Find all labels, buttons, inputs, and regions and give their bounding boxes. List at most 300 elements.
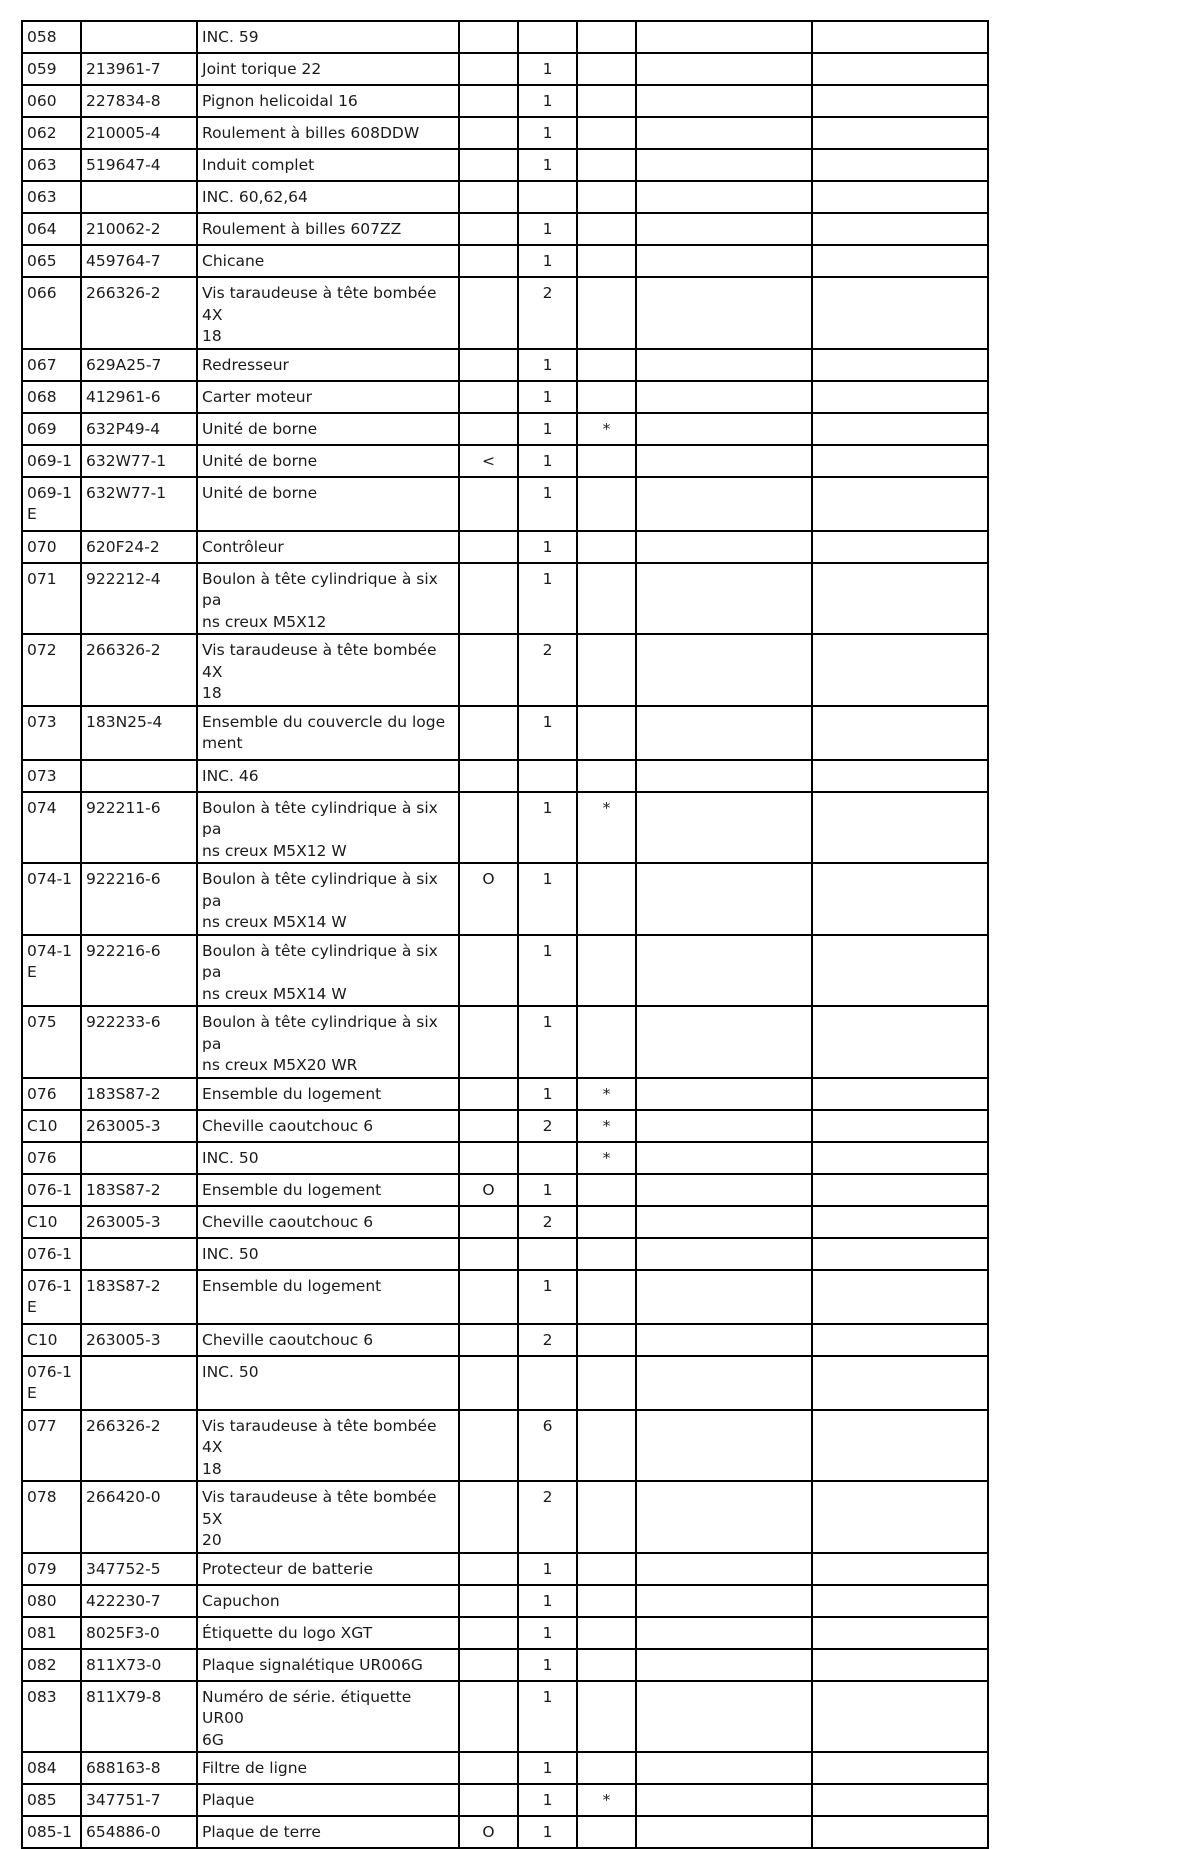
- cell-note: [459, 213, 518, 245]
- cell-part-number: [81, 1238, 197, 1270]
- cell-ref-number: 064: [22, 213, 81, 245]
- cell-ref-number: 074-1 E: [22, 935, 81, 1007]
- cell-description: Contrôleur: [197, 531, 459, 563]
- cell-empty: [636, 1752, 812, 1784]
- cell-note: [459, 1356, 518, 1410]
- cell-part-number: 620F24-2: [81, 531, 197, 563]
- cell-note: O: [459, 1816, 518, 1848]
- cell-description: Cheville caoutchouc 6: [197, 1206, 459, 1238]
- cell-mark: [577, 1238, 636, 1270]
- cell-description: Unité de borne: [197, 445, 459, 477]
- cell-ref-number: 074: [22, 792, 81, 864]
- cell-quantity: [518, 181, 577, 213]
- cell-note: [459, 760, 518, 792]
- cell-empty: [812, 213, 988, 245]
- cell-description: Pignon helicoidal 16: [197, 85, 459, 117]
- cell-mark: [577, 706, 636, 760]
- cell-mark: *: [577, 413, 636, 445]
- cell-empty: [636, 1681, 812, 1753]
- cell-empty: [812, 1142, 988, 1174]
- cell-description: INC. 60,62,64: [197, 181, 459, 213]
- cell-ref-number: 076: [22, 1142, 81, 1174]
- cell-mark: [577, 21, 636, 53]
- table-row: [22, 213, 988, 245]
- cell-empty: [812, 85, 988, 117]
- cell-mark: [577, 1006, 636, 1078]
- cell-ref-number: 059: [22, 53, 81, 85]
- cell-quantity: 1: [518, 1816, 577, 1848]
- cell-description: Chicane: [197, 245, 459, 277]
- cell-quantity: 1: [518, 117, 577, 149]
- cell-empty: [636, 477, 812, 531]
- cell-mark: *: [577, 792, 636, 864]
- cell-ref-number: 065: [22, 245, 81, 277]
- cell-empty: [636, 85, 812, 117]
- cell-note: [459, 792, 518, 864]
- table-row: [22, 53, 988, 85]
- cell-part-number: 210005-4: [81, 117, 197, 149]
- cell-empty: [812, 117, 988, 149]
- table-row: [22, 1356, 988, 1410]
- cell-note: [459, 1270, 518, 1324]
- cell-ref-number: 058: [22, 21, 81, 53]
- cell-note: [459, 634, 518, 706]
- cell-empty: [636, 1553, 812, 1585]
- table-row: [22, 706, 988, 760]
- cell-note: [459, 85, 518, 117]
- cell-quantity: 1: [518, 1617, 577, 1649]
- cell-mark: [577, 1681, 636, 1753]
- cell-description: Boulon à tête cylindrique à six pa ns creux M5X12: [197, 563, 459, 635]
- cell-quantity: 2: [518, 277, 577, 349]
- cell-description: Ensemble du couvercle du loge ment: [197, 706, 459, 760]
- cell-empty: [812, 1617, 988, 1649]
- cell-ref-number: 076-1 E: [22, 1356, 81, 1410]
- cell-empty: [812, 149, 988, 181]
- cell-part-number: [81, 1142, 197, 1174]
- cell-ref-number: 074-1: [22, 863, 81, 935]
- cell-quantity: 1: [518, 349, 577, 381]
- cell-mark: [577, 1410, 636, 1482]
- cell-empty: [812, 563, 988, 635]
- cell-quantity: 1: [518, 381, 577, 413]
- cell-part-number: 347751-7: [81, 1784, 197, 1816]
- cell-description: Plaque de terre: [197, 1816, 459, 1848]
- cell-part-number: 632W77-1: [81, 445, 197, 477]
- cell-empty: [636, 1784, 812, 1816]
- cell-note: [459, 1681, 518, 1753]
- cell-empty: [636, 21, 812, 53]
- cell-ref-number: 076: [22, 1078, 81, 1110]
- cell-mark: *: [577, 1142, 636, 1174]
- cell-note: [459, 1238, 518, 1270]
- cell-empty: [812, 792, 988, 864]
- cell-mark: [577, 149, 636, 181]
- cell-part-number: 519647-4: [81, 149, 197, 181]
- cell-description: Filtre de ligne: [197, 1752, 459, 1784]
- cell-mark: [577, 1174, 636, 1206]
- cell-empty: [812, 349, 988, 381]
- cell-empty: [812, 1752, 988, 1784]
- cell-empty: [636, 1006, 812, 1078]
- table-row: [22, 1410, 988, 1482]
- cell-description: Vis taraudeuse à tête bombée 5X 20: [197, 1481, 459, 1553]
- cell-ref-number: 084: [22, 1752, 81, 1784]
- cell-ref-number: 073: [22, 706, 81, 760]
- cell-empty: [636, 445, 812, 477]
- table-row: [22, 1784, 988, 1816]
- cell-description: INC. 50: [197, 1142, 459, 1174]
- cell-quantity: 1: [518, 706, 577, 760]
- cell-quantity: 6: [518, 1410, 577, 1482]
- table-row: [22, 477, 988, 531]
- cell-empty: [636, 413, 812, 445]
- cell-ref-number: 081: [22, 1617, 81, 1649]
- cell-empty: [812, 760, 988, 792]
- cell-ref-number: 072: [22, 634, 81, 706]
- cell-mark: [577, 563, 636, 635]
- cell-empty: [812, 634, 988, 706]
- table-row: [22, 1206, 988, 1238]
- cell-mark: *: [577, 1110, 636, 1142]
- cell-empty: [812, 1356, 988, 1410]
- cell-quantity: 1: [518, 935, 577, 1007]
- cell-mark: [577, 531, 636, 563]
- cell-ref-number: 079: [22, 1553, 81, 1585]
- table-row: [22, 1816, 988, 1848]
- cell-ref-number: 073: [22, 760, 81, 792]
- table-row: [22, 760, 988, 792]
- cell-mark: [577, 445, 636, 477]
- table-row: [22, 1617, 988, 1649]
- cell-ref-number: 069-1 E: [22, 477, 81, 531]
- cell-mark: [577, 181, 636, 213]
- cell-empty: [812, 1481, 988, 1553]
- cell-quantity: [518, 1142, 577, 1174]
- cell-empty: [812, 1553, 988, 1585]
- cell-description: Capuchon: [197, 1585, 459, 1617]
- cell-empty: [636, 245, 812, 277]
- cell-quantity: 1: [518, 149, 577, 181]
- cell-note: <: [459, 445, 518, 477]
- cell-empty: [636, 760, 812, 792]
- cell-empty: [812, 1324, 988, 1356]
- cell-part-number: 183S87-2: [81, 1174, 197, 1206]
- table-row: [22, 1110, 988, 1142]
- cell-note: [459, 935, 518, 1007]
- cell-note: [459, 381, 518, 413]
- cell-part-number: 266326-2: [81, 634, 197, 706]
- cell-description: INC. 59: [197, 21, 459, 53]
- cell-empty: [812, 1174, 988, 1206]
- cell-empty: [812, 477, 988, 531]
- cell-part-number: 213961-7: [81, 53, 197, 85]
- cell-empty: [812, 531, 988, 563]
- cell-mark: [577, 1324, 636, 1356]
- table-row: [22, 245, 988, 277]
- cell-mark: [577, 1617, 636, 1649]
- cell-empty: [636, 1617, 812, 1649]
- cell-quantity: 1: [518, 1784, 577, 1816]
- table-row: [22, 1585, 988, 1617]
- cell-empty: [812, 863, 988, 935]
- cell-ref-number: 085-1: [22, 1816, 81, 1848]
- cell-mark: [577, 53, 636, 85]
- table-row: [22, 1752, 988, 1784]
- cell-part-number: [81, 181, 197, 213]
- cell-part-number: 227834-8: [81, 85, 197, 117]
- cell-quantity: 1: [518, 1270, 577, 1324]
- cell-mark: [577, 245, 636, 277]
- table-row: [22, 349, 988, 381]
- cell-empty: [636, 1270, 812, 1324]
- cell-mark: [577, 85, 636, 117]
- cell-empty: [636, 117, 812, 149]
- cell-ref-number: 069-1: [22, 445, 81, 477]
- cell-quantity: 2: [518, 1481, 577, 1553]
- cell-quantity: 1: [518, 863, 577, 935]
- cell-part-number: 263005-3: [81, 1110, 197, 1142]
- table-row: [22, 21, 988, 53]
- cell-part-number: 688163-8: [81, 1752, 197, 1784]
- table-row: [22, 863, 988, 935]
- cell-quantity: 1: [518, 531, 577, 563]
- cell-part-number: 183S87-2: [81, 1270, 197, 1324]
- table-row: [22, 1006, 988, 1078]
- table-row: [22, 1142, 988, 1174]
- cell-part-number: 922211-6: [81, 792, 197, 864]
- cell-note: [459, 349, 518, 381]
- cell-quantity: 1: [518, 213, 577, 245]
- cell-description: Cheville caoutchouc 6: [197, 1324, 459, 1356]
- cell-ref-number: 085: [22, 1784, 81, 1816]
- cell-part-number: 210062-2: [81, 213, 197, 245]
- cell-empty: [812, 1238, 988, 1270]
- cell-quantity: 1: [518, 1752, 577, 1784]
- cell-note: [459, 117, 518, 149]
- cell-ref-number: 080: [22, 1585, 81, 1617]
- cell-description: INC. 50: [197, 1356, 459, 1410]
- cell-description: Roulement à billes 607ZZ: [197, 213, 459, 245]
- cell-quantity: 1: [518, 413, 577, 445]
- cell-ref-number: 068: [22, 381, 81, 413]
- cell-quantity: 1: [518, 477, 577, 531]
- cell-note: [459, 53, 518, 85]
- cell-note: [459, 1206, 518, 1238]
- cell-mark: [577, 760, 636, 792]
- cell-mark: [577, 863, 636, 935]
- table-row: [22, 181, 988, 213]
- cell-quantity: [518, 760, 577, 792]
- cell-empty: [812, 706, 988, 760]
- cell-part-number: 922216-6: [81, 863, 197, 935]
- cell-empty: [812, 1206, 988, 1238]
- cell-quantity: 1: [518, 1006, 577, 1078]
- cell-quantity: [518, 21, 577, 53]
- cell-empty: [812, 445, 988, 477]
- table-row: [22, 1553, 988, 1585]
- cell-mark: [577, 634, 636, 706]
- cell-ref-number: 063: [22, 181, 81, 213]
- cell-description: Plaque signalétique UR006G: [197, 1649, 459, 1681]
- cell-quantity: [518, 1238, 577, 1270]
- cell-empty: [812, 1006, 988, 1078]
- cell-empty: [636, 349, 812, 381]
- cell-empty: [636, 149, 812, 181]
- cell-empty: [812, 1649, 988, 1681]
- cell-description: INC. 50: [197, 1238, 459, 1270]
- cell-description: Ensemble du logement: [197, 1078, 459, 1110]
- cell-part-number: 263005-3: [81, 1324, 197, 1356]
- cell-description: Vis taraudeuse à tête bombée 4X 18: [197, 1410, 459, 1482]
- cell-empty: [636, 1078, 812, 1110]
- table-row: [22, 1649, 988, 1681]
- cell-part-number: [81, 21, 197, 53]
- table-row: [22, 149, 988, 181]
- cell-part-number: 459764-7: [81, 245, 197, 277]
- cell-mark: [577, 1481, 636, 1553]
- cell-quantity: 1: [518, 1681, 577, 1753]
- table-row: [22, 935, 988, 1007]
- cell-quantity: 2: [518, 634, 577, 706]
- cell-quantity: 2: [518, 1324, 577, 1356]
- cell-mark: [577, 1206, 636, 1238]
- table-row: [22, 1238, 988, 1270]
- table-row: [22, 1481, 988, 1553]
- cell-description: Carter moteur: [197, 381, 459, 413]
- cell-mark: [577, 477, 636, 531]
- table-row: [22, 1174, 988, 1206]
- cell-ref-number: 071: [22, 563, 81, 635]
- cell-note: [459, 1110, 518, 1142]
- cell-note: O: [459, 1174, 518, 1206]
- cell-empty: [636, 1356, 812, 1410]
- table-row: [22, 85, 988, 117]
- cell-description: Cheville caoutchouc 6: [197, 1110, 459, 1142]
- cell-part-number: 811X73-0: [81, 1649, 197, 1681]
- table-row: [22, 117, 988, 149]
- cell-empty: [812, 935, 988, 1007]
- cell-empty: [636, 213, 812, 245]
- cell-part-number: [81, 1356, 197, 1410]
- cell-empty: [812, 181, 988, 213]
- cell-ref-number: 060: [22, 85, 81, 117]
- cell-ref-number: 066: [22, 277, 81, 349]
- cell-quantity: 2: [518, 1110, 577, 1142]
- cell-part-number: 654886-0: [81, 1816, 197, 1848]
- cell-empty: [812, 1270, 988, 1324]
- cell-mark: [577, 213, 636, 245]
- cell-note: [459, 1078, 518, 1110]
- cell-empty: [812, 1078, 988, 1110]
- table-row: [22, 792, 988, 864]
- cell-note: [459, 1617, 518, 1649]
- cell-description: Ensemble du logement: [197, 1174, 459, 1206]
- cell-empty: [812, 1816, 988, 1848]
- cell-quantity: 1: [518, 445, 577, 477]
- cell-empty: [812, 381, 988, 413]
- cell-empty: [636, 1649, 812, 1681]
- cell-part-number: 183S87-2: [81, 1078, 197, 1110]
- cell-mark: [577, 349, 636, 381]
- cell-ref-number: 070: [22, 531, 81, 563]
- cell-part-number: 632W77-1: [81, 477, 197, 531]
- cell-note: [459, 706, 518, 760]
- cell-note: [459, 477, 518, 531]
- cell-mark: [577, 1356, 636, 1410]
- cell-empty: [636, 181, 812, 213]
- table-row: [22, 634, 988, 706]
- table-row: [22, 1681, 988, 1753]
- cell-note: [459, 1142, 518, 1174]
- cell-ref-number: 076-1: [22, 1174, 81, 1206]
- cell-quantity: 1: [518, 1553, 577, 1585]
- cell-ref-number: 063: [22, 149, 81, 181]
- cell-empty: [636, 1324, 812, 1356]
- cell-part-number: 629A25-7: [81, 349, 197, 381]
- cell-note: [459, 563, 518, 635]
- table-row: [22, 445, 988, 477]
- cell-empty: [636, 792, 812, 864]
- cell-part-number: 811X79-8: [81, 1681, 197, 1753]
- cell-part-number: 266420-0: [81, 1481, 197, 1553]
- cell-description: Vis taraudeuse à tête bombée 4X 18: [197, 277, 459, 349]
- cell-note: [459, 1784, 518, 1816]
- cell-ref-number: 069: [22, 413, 81, 445]
- cell-mark: [577, 277, 636, 349]
- cell-empty: [812, 21, 988, 53]
- cell-empty: [636, 53, 812, 85]
- cell-description: Boulon à tête cylindrique à six pa ns creux M5X12 W: [197, 792, 459, 864]
- cell-description: Vis taraudeuse à tête bombée 4X 18: [197, 634, 459, 706]
- cell-empty: [812, 1585, 988, 1617]
- cell-mark: [577, 1816, 636, 1848]
- cell-quantity: 2: [518, 1206, 577, 1238]
- cell-description: Plaque: [197, 1784, 459, 1816]
- cell-description: Étiquette du logo XGT: [197, 1617, 459, 1649]
- cell-description: Redresseur: [197, 349, 459, 381]
- cell-empty: [636, 935, 812, 1007]
- cell-empty: [636, 1238, 812, 1270]
- cell-empty: [636, 706, 812, 760]
- cell-ref-number: 075: [22, 1006, 81, 1078]
- table-row: [22, 531, 988, 563]
- cell-quantity: 1: [518, 1078, 577, 1110]
- cell-empty: [636, 381, 812, 413]
- cell-mark: [577, 1752, 636, 1784]
- cell-note: O: [459, 863, 518, 935]
- cell-quantity: 1: [518, 792, 577, 864]
- cell-description: INC. 46: [197, 760, 459, 792]
- cell-quantity: 1: [518, 53, 577, 85]
- cell-note: [459, 21, 518, 53]
- cell-quantity: 1: [518, 563, 577, 635]
- cell-part-number: 266326-2: [81, 277, 197, 349]
- cell-note: [459, 531, 518, 563]
- table-row: [22, 381, 988, 413]
- cell-empty: [812, 53, 988, 85]
- cell-mark: [577, 1270, 636, 1324]
- cell-ref-number: 067: [22, 349, 81, 381]
- table-row: [22, 413, 988, 445]
- cell-mark: [577, 1553, 636, 1585]
- cell-empty: [636, 1142, 812, 1174]
- cell-description: Boulon à tête cylindrique à six pa ns creux M5X20 WR: [197, 1006, 459, 1078]
- cell-ref-number: C10: [22, 1324, 81, 1356]
- table-row: [22, 563, 988, 635]
- cell-empty: [812, 413, 988, 445]
- cell-empty: [812, 1681, 988, 1753]
